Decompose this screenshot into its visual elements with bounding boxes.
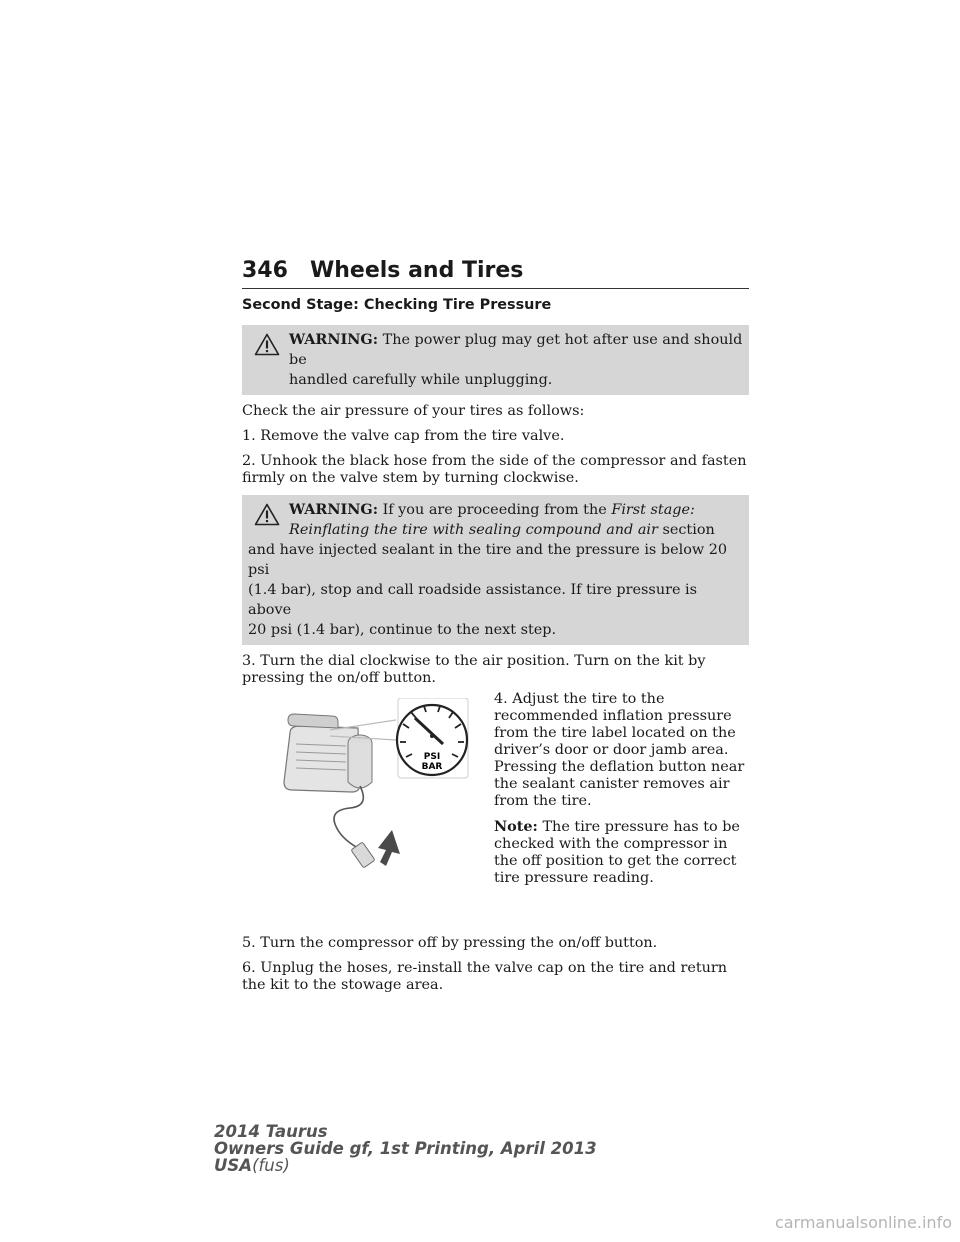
warning-text: The power plug may get hot after use and should be	[289, 332, 743, 368]
step-3: 3. Turn the dial clockwise to the air position. Turn on the kit by pressing the on/off button.	[242, 653, 706, 686]
page-number: 346	[242, 258, 288, 283]
footer-region-suffix: (fus)	[252, 1156, 290, 1175]
page-footer	[214, 1123, 597, 1174]
step-5: 5. Turn the compressor off by pressing the on/off button.	[242, 935, 658, 951]
warning-text: and have injected sealant in the tire and the pressure is below 20 psi	[248, 542, 728, 578]
page-content	[242, 297, 749, 1002]
warning-box-sealant	[242, 495, 749, 645]
step-2: 2. Unhook the black hose from the side of the compressor and fasten firmly on the valve stem by turning clockwise.	[242, 453, 747, 486]
direction-arrow-icon	[378, 830, 400, 866]
warning-italic-ref: Reinflating the tire with sealing compound and air	[289, 522, 658, 538]
warning-text: (1.4 bar), stop and call roadside assistance. If tire pressure is above	[248, 582, 698, 618]
warning-label: WARNING:	[289, 501, 379, 518]
compressor-gauge-illustration	[260, 698, 470, 903]
warning-text: If you are proceeding from the	[382, 502, 607, 518]
warning-italic-ref: First stage:	[611, 502, 695, 518]
compressor-icon	[284, 714, 396, 792]
footer-model: 2014 Taurus	[214, 1122, 328, 1141]
step-6: 6. Unplug the hoses, re-install the valve cap on the tire and return the kit to the stowage area.	[242, 960, 728, 993]
footer-region-code: USA	[214, 1156, 253, 1175]
subheading: Second Stage: Checking Tire Pressure	[242, 297, 552, 313]
warning-triangle-icon	[254, 333, 280, 356]
intro-text: Check the air pressure of your tires as follows:	[242, 403, 585, 419]
figure-row	[242, 691, 749, 931]
step-4: 4. Adjust the tire to the recommended inflation pressure from the tire label located on the driver’s door or door jamb area. Pressing the deflation button near the sealant canister removes air from the tire.	[494, 691, 745, 809]
warning-box-power-plug	[242, 325, 749, 395]
footer-region	[214, 1157, 597, 1174]
watermark-text: carmanualsonline.info	[774, 1213, 952, 1232]
step-1: 1. Remove the valve cap from the tire valve.	[242, 428, 565, 444]
page-header	[242, 258, 749, 289]
section-title: Wheels and Tires	[310, 258, 524, 283]
warning-triangle-icon	[254, 503, 280, 526]
gauge-label-psi: PSI	[423, 752, 441, 762]
note-label: Note:	[494, 818, 538, 835]
figure-side-text	[494, 691, 749, 895]
footer-edition: Owners Guide gf, 1st Printing, April 2013	[214, 1139, 597, 1158]
warning-text: section	[662, 522, 715, 538]
warning-label: WARNING:	[289, 331, 379, 348]
warning-text: handled carefully while unplugging.	[289, 372, 553, 388]
note	[494, 818, 749, 887]
note-text: The tire pressure has to be checked with the compressor in the off position to get the correct tire pressure reading.	[494, 819, 740, 886]
warning-text: 20 psi (1.4 bar), continue to the next step.	[248, 622, 557, 638]
gauge-label-bar: BAR	[421, 762, 443, 772]
